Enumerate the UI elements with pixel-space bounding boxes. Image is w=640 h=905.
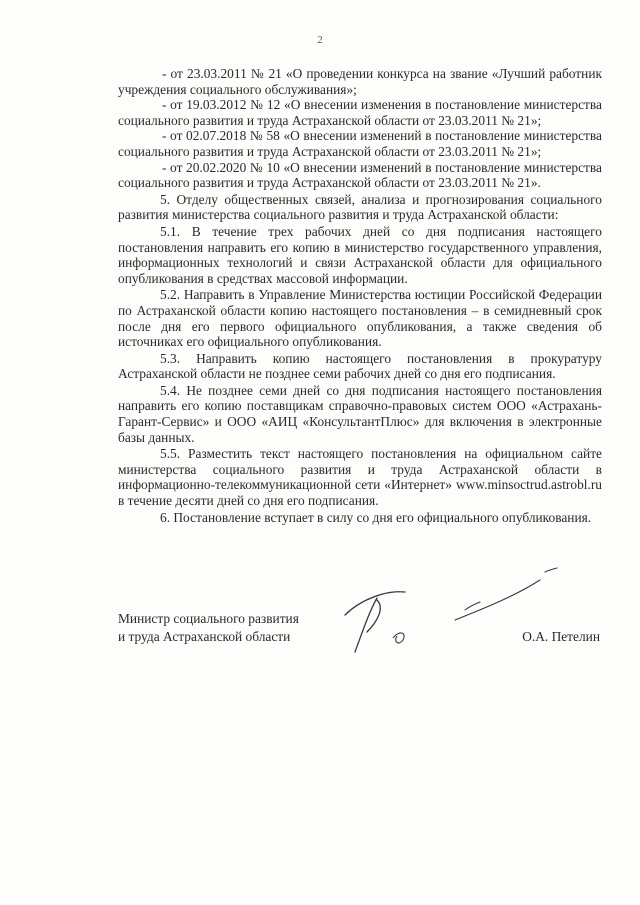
signatory-position-line-2: и труда Астраханской области [118,629,291,644]
paragraph-amend-2: - от 19.03.2012 № 12 «О внесении изменения в постановление министерства социального развития и труда Астраханской области от 23.03.2011 № 21»; [118,97,602,128]
document-body [118,66,602,525]
paragraph-5-4: 5.4. Не позднее семи дней со дня подписания настоящего постановления направить его копию поставщикам справочно-правовых систем ООО «Астрахань-Гарант-Сервис» и ООО «АИЦ «КонсультантПлюс» для включения в электронные базы данных. [118,382,602,445]
page-number: 2 [317,34,323,46]
signatory-name: О.А. Петелин [522,629,600,644]
paragraph-6: 6. Постановление вступает в силу со дня его официального опубликования. [160,509,592,525]
paragraph-5-1: 5.1. В течение трех рабочих дней со дня подписания настоящего постановления направить его копию в министерство государственного управления, информационных технологий и связи Астраханской области для официального опубликования в средствах массовой информации. [118,223,602,286]
paragraph-5: 5. Отделу общественных связей, анализа и прогнозирования социального развития министерства социального развития и труда Астраханской области: [118,191,602,223]
paragraph-amend-4: - от 20.02.2020 № 10 «О внесении изменений в постановление министерства социального развития и труда Астраханской области от 23.03.2011 № 21». [118,159,602,191]
paragraph-amend-1: - от 23.03.2011 № 21 «О проведении конкурса на звание «Лучший работник учреждения социального обслуживания»; [118,66,602,97]
paragraph-5-2: 5.2. Направить в Управление Министерства юстиции Российской Федерации по Астраханской области копию настоящего постановления – в семидневный срок после дня его первого официального опубликования, а также сведения об источниках его официального опубликования. [118,287,602,350]
signatory-position-line-1: Министр социального развития [118,611,299,626]
signatory-position [118,610,299,646]
paragraph-5-3: 5.3. Направить копию настоящего постановления в прокуратуру Астраханской области не позднее семи рабочих дней со дня его подписания. [118,350,602,382]
paragraph-5-5: 5.5. Разместить текст настоящего постановления на официальном сайте министерства социального развития и труда Астраханской области в информационно-телекоммуникационной сети «Интернет» www.minsoctrud.astrobl.ru в течение десяти дней со дня его подписания. [118,446,602,509]
paragraph-amend-3: - от 02.07.2018 № 58 «О внесении изменений в постановление министерства социального развития и труда Астраханской области от 23.03.2011 № 21»; [118,128,602,159]
